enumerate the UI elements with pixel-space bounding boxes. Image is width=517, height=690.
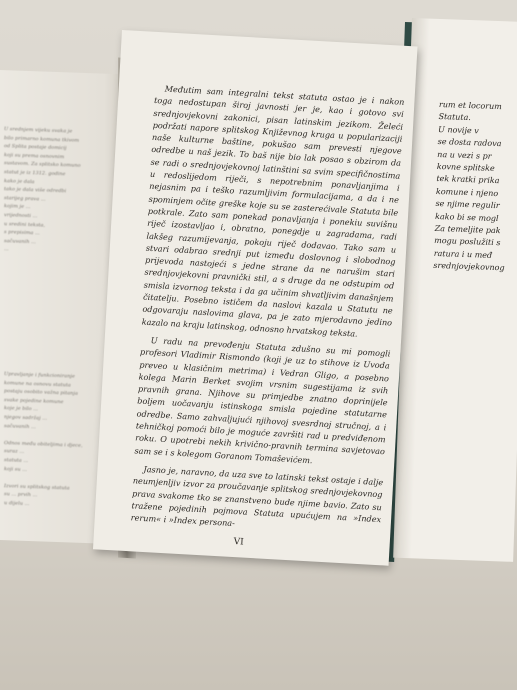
- main-page-body: [130, 82, 405, 544]
- main-page: [93, 30, 418, 566]
- paragraph-3: Jasno je, naravno, da uza sve to latinski tekst ostaje i dalje neumjenljiv izvor za proučavanje splitskog srednjovjekovnog prava svakome tko se znanstveno bude njime bavio. Zato su tražene pojedinih pojmova Statuta upućujem na »Index rerum« i »Index persona-: [130, 463, 384, 529]
- left-page-column-bottom: Upravljanje i funkcioniranje komune na osnovu statuta postaju osobito važna pitanja svake pojedine komune koje je bilo ... njegov sadržaj ... sačuvanih ... Odnos među obiteljima i djece, suraz ... statuta ... koji su ... Izvori su splitskog statuta su ... prvih ... u dijelu ...: [4, 371, 83, 507]
- right-page-text: rum et locorum Statuta. U novije v se dosta radova na u vezi s pr kovne splitske tek kratki prika komune i njeno se njime regulir kako bi se mogl Za temeljite pak mogu poslužiti s ratura i u međ srednjovjekovnog: [433, 99, 505, 273]
- paragraph-2: U radu na prevođenju Statuta zdušno su mi pomogli profesori Vladimir Rismondo (koji je uz to stihove iz Uvoda preveo u klasičnim metrima) i Vedran Gligo, a posebno kolega Marin Berket svojim vrsnim sugestijama iz svih pravnih grana. Njihove su primjedbe znatno doprinijele boljem uočavanju istinskoga smisla pojedine statutarne odredbe. Samo zahvaljujući njihovoj svesrdnoj stručnoj, a i tehničkoj pomoći bilo je moguće završiti rad u predviđenom roku. O upotrebi nekih krivično-pravnih termina savjetovao sam se i s kolegom Goranom Tomaševićem.: [134, 335, 391, 465]
- left-page-column-top: U srednjem vijeku svaka je bilo primarno komuna tkivom od Splita postaje domicij koji su prema osnovnim sustavom. Za splitsko komuno statut je iz 1312. godine kako je dala tako je dala više odredbi starijeg prava ... kojim je ... vrijednosti ... u sredini teksta, s prepisima ... sačuvanih ... ...: [4, 126, 81, 253]
- paragraph-1: Međutim sam integralni tekst statuta ostao je i nakon toga nedostupan široj javnosti jer je, kao i gotovo svi srednjovjekovni zakonici, pisan latinskim jezikom. Želeći podržati napore splitskog Književnog kruga u popularizaciji naše kulturne baštine, pokušao sam prevesti njegove odredbe u naš jezik. To baš nije bio lak posao s obzirom da se radi o srednjovjekovnoj latinštini sa svim specifičnostima u redoslijedom riječi, s nepotrebnim ponavljanjima i nejasnim pa i teško razumljivim formulacijama, a da i ne spominjem očite greške koje su se zasterećivale Statuta bile potkrale. Zato sam ponekad ponavljanja i ponekiu suvišnu riječ izostavljao i, obratno, ponegdje u zagradama, radi lakšeg razumijevanja, pokoju riječ dodavao. Tako sam u stvari odabrao srednji put između doslovnog i slobodnog prijevoda nastojeći s jedne strane da ne narušim stari srednjovjekovni pravnički stil, a s druge da ne odstupim od smisla izvornog teksta i da ga učinim shvatljivim današnjem čitatelju. Posebno ističem da naslovi kazala u Statutu ne odgovaraju naslovima glava, pa je zato mjerodavno jedino kazalo na kraju latinskog, odnosno hrvatskog teksta.: [141, 83, 405, 339]
- page-number: VI: [233, 537, 244, 548]
